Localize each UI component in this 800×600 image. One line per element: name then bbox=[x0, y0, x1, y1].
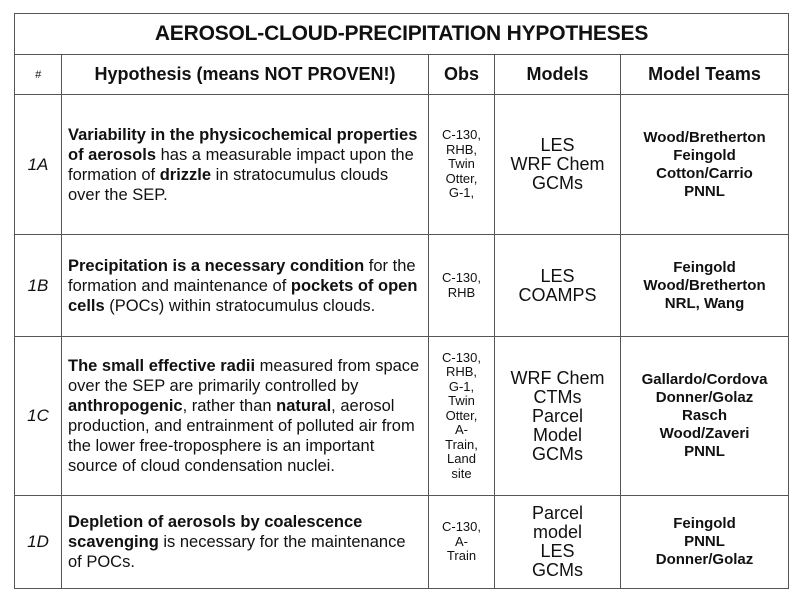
list-line: Twin bbox=[448, 156, 475, 172]
text-run: has a measurable impact upon the formation of bbox=[68, 145, 414, 184]
list-line: A- bbox=[455, 422, 468, 438]
model-teams-list bbox=[621, 235, 789, 337]
header-number: # bbox=[15, 55, 62, 95]
text-run: is necessary for the maintenance of POCs. bbox=[68, 533, 406, 571]
list-line: Feingold bbox=[673, 258, 736, 276]
list-line: Wood/Bretherton bbox=[643, 128, 766, 146]
list-line: C-130, bbox=[441, 519, 482, 535]
list-line: WRF Chem bbox=[510, 154, 605, 174]
text-run: , rather than bbox=[182, 397, 277, 415]
text-run: for the formation and maintenance of bbox=[68, 256, 416, 295]
list-line: Donner/Golaz bbox=[655, 551, 754, 568]
table-title: AEROSOL-CLOUD-PRECIPITATION HYPOTHESES bbox=[15, 14, 789, 55]
header-obs: Obs bbox=[429, 55, 495, 95]
table-row bbox=[15, 496, 789, 589]
list-line: CTMs bbox=[533, 386, 582, 407]
list-line: WRF Chem bbox=[510, 367, 605, 388]
emphasized-text: Variability in the physicochemical properties of aerosols bbox=[68, 125, 418, 164]
text-run: measured from space over the SEP are primarily controlled by bbox=[68, 357, 420, 395]
list-line: RHB, bbox=[445, 364, 478, 380]
table-row bbox=[15, 95, 789, 235]
emphasized-text: Precipitation is a necessary condition bbox=[68, 256, 365, 275]
list-line: C-130, bbox=[441, 270, 482, 285]
table-row bbox=[15, 235, 789, 337]
list-line: Feingold bbox=[673, 146, 736, 164]
list-line: Otter, bbox=[445, 170, 478, 186]
emphasized-text: Depletion of aerosols by coalescence scavenging bbox=[68, 513, 363, 551]
list-line: GCMs bbox=[532, 560, 583, 580]
hypothesis-text bbox=[62, 235, 429, 337]
hypothesis-id: 1A bbox=[15, 95, 62, 235]
list-line: Twin bbox=[448, 393, 475, 409]
model-teams-list bbox=[621, 95, 789, 235]
header-model-teams: Model Teams bbox=[621, 55, 789, 95]
emphasized-text: drizzle bbox=[159, 165, 212, 184]
list-line: Otter, bbox=[445, 407, 478, 423]
list-line: C-130, bbox=[441, 349, 482, 365]
model-teams-list bbox=[621, 496, 789, 589]
emphasized-text: anthropogenic bbox=[68, 397, 183, 415]
list-line: site bbox=[451, 465, 472, 481]
text-run: , aerosol production, and entrainment of polluted air from the lower free-troposphere is an important source of cloud condensation nuclei. bbox=[68, 397, 415, 475]
obs-list bbox=[429, 337, 495, 496]
hypothesis-id: 1D bbox=[15, 496, 62, 589]
hypothesis-text bbox=[62, 337, 429, 496]
list-line: Train bbox=[446, 548, 477, 564]
text-run: in stratocumulus clouds over the SEP. bbox=[68, 165, 389, 204]
list-line: Cotton/Carrio bbox=[656, 164, 753, 182]
hypotheses-table bbox=[14, 13, 789, 589]
obs-list bbox=[429, 496, 495, 589]
list-line: C-130, bbox=[441, 127, 482, 143]
list-line: Rasch bbox=[682, 407, 728, 424]
list-line: Train, bbox=[445, 436, 478, 452]
list-line: Model bbox=[532, 424, 583, 445]
list-line: LES bbox=[540, 541, 575, 561]
text-run: (POCs) within stratocumulus clouds. bbox=[104, 296, 376, 315]
models-list bbox=[495, 496, 621, 589]
list-line: GCMs bbox=[532, 173, 583, 193]
list-line: GCMs bbox=[532, 443, 583, 464]
list-line: RHB, bbox=[445, 141, 478, 157]
hypothesis-text bbox=[62, 496, 429, 589]
models-list bbox=[495, 235, 621, 337]
obs-list bbox=[429, 95, 495, 235]
model-teams-list bbox=[621, 337, 789, 496]
list-line: LES bbox=[540, 135, 575, 155]
emphasized-text: The small effective radii bbox=[68, 357, 256, 375]
models-list bbox=[495, 95, 621, 235]
emphasized-text: natural bbox=[276, 397, 332, 415]
list-line: Land bbox=[447, 451, 476, 467]
list-line: PNNL bbox=[684, 533, 725, 550]
emphasized-text: pockets of open cells bbox=[68, 276, 418, 315]
list-line: Gallardo/Cordova bbox=[641, 371, 768, 388]
list-line: A- bbox=[455, 533, 468, 549]
obs-list bbox=[429, 235, 495, 337]
list-line: RHB bbox=[447, 284, 476, 300]
list-line: NRL, Wang bbox=[664, 294, 745, 312]
header-models: Models bbox=[495, 55, 621, 95]
list-line: COAMPS bbox=[518, 284, 597, 305]
hypothesis-id: 1B bbox=[15, 235, 62, 337]
hypothesis-id: 1C bbox=[15, 337, 62, 496]
hypothesis-text bbox=[62, 95, 429, 235]
list-line: Donner/Golaz bbox=[655, 389, 754, 406]
list-line: Wood/Bretherton bbox=[643, 276, 766, 294]
list-line: LES bbox=[540, 265, 575, 286]
list-line: Wood/Zaveri bbox=[659, 425, 750, 442]
list-line: Parcel bbox=[531, 503, 584, 523]
table-row bbox=[15, 337, 789, 496]
list-line: model bbox=[532, 522, 583, 542]
list-line: G-1, bbox=[448, 185, 475, 201]
list-line: PNNL bbox=[684, 443, 725, 460]
list-line: Feingold bbox=[673, 515, 736, 532]
list-line: Parcel bbox=[531, 405, 584, 426]
header-hypothesis: Hypothesis (means NOT PROVEN!) bbox=[62, 55, 429, 95]
models-list bbox=[495, 337, 621, 496]
list-line: PNNL bbox=[684, 182, 725, 200]
list-line: G-1, bbox=[448, 378, 475, 394]
